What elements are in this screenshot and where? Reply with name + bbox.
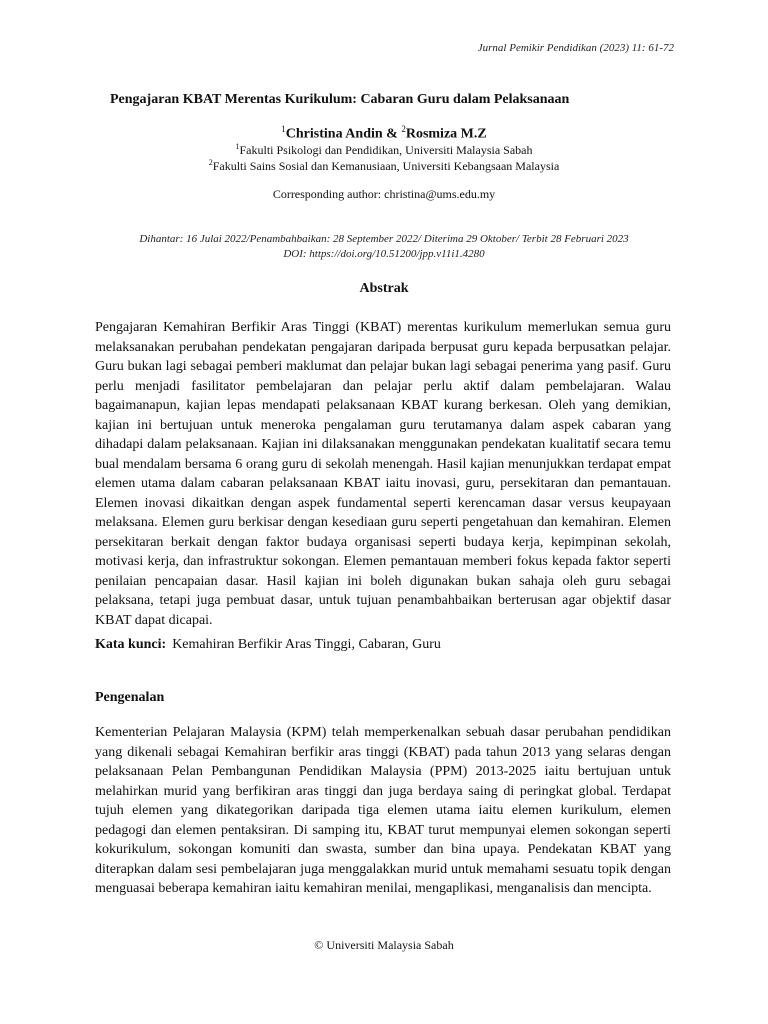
journal-reference: Jurnal Pemikir Pendidikan (2023) 11: 61-72	[477, 42, 674, 54]
affiliation-1-text: Fakulti Psikologi dan Pendidikan, Universiti Malaysia Sabah	[239, 143, 533, 157]
paper-title: Pengajaran KBAT Merentas Kurikulum: Cabaran Guru dalam Pelaksanaan	[110, 92, 570, 107]
affiliation-2	[0, 158, 768, 174]
corresponding-author: Corresponding author: christina@ums.edu.my	[272, 187, 496, 201]
affiliation-2-superscript: 2	[208, 158, 213, 167]
author-2-superscript: 2	[401, 124, 406, 134]
abstract-heading: Abstrak	[359, 281, 409, 296]
doi-link[interactable]: DOI: https://doi.org/10.51200/jpp.v11i1.4280	[283, 248, 485, 260]
author-1-superscript: 1	[281, 124, 286, 134]
introduction-text: Kementerian Pelajaran Malaysia (KPM) telah memperkenalkan sebuah dasar perubahan pendidikan yang dikenali sebagai Kemahiran berfikir aras tinggi (KBAT) pada tahun 2013 yang selaras dengan pelaksanaan Pelan Pembangunan Pendidikan Malaysia (PPM) 2013-2025 iaitu bertujuan untuk melahirkan murid yang berfikiran aras tinggi dan juga berdaya saing di peringkat global. Terdapat tujuh elemen yang dikategorikan daripada tiga elemen utama iaitu elemen kurikulum, elemen pedagogi dan elemen pentaksiran. Di samping itu, KBAT turut mempunyai elemen sokongan seperti kokurikulum, sokongan komuniti dan swasta, sumber dan bina upaya. Pendekatan KBAT yang diterapkan dalam sesi pembelajaran juga menggalakkan murid untuk memahami sesuatu topik dengan menguasai beberapa kemahiran iaitu kemahiran menilai, mengaplikasi, menganalisis dan mencipta.	[95, 725, 671, 896]
section-heading-introduction: Pengenalan	[95, 690, 165, 705]
affiliation-1	[0, 142, 768, 158]
keywords-text: Kemahiran Berfikir Aras Tinggi, Cabaran, Guru	[172, 637, 441, 652]
copyright-footer: © Universiti Malaysia Sabah	[314, 938, 454, 952]
author-2-name: Rosmiza M.Z	[405, 126, 487, 142]
affiliation-1-superscript: 1	[235, 142, 240, 151]
affiliation-2-text: Fakulti Sains Sosial dan Kemanusiaan, Universiti Kebangsaan Malaysia	[212, 159, 560, 173]
keywords-label: Kata kunci:	[95, 637, 167, 652]
author-line	[0, 124, 768, 143]
author-1-name: Christina Andin	[285, 126, 383, 142]
author-separator: &	[382, 126, 402, 142]
submission-dates: Dihantar: 16 Julai 2022/Penambahbaikan: 28 September 2022/ Diterima 29 Oktober/ Terbit 28 Februari 2023	[139, 233, 629, 245]
keywords	[95, 637, 441, 653]
abstract-text: Pengajaran Kemahiran Berfikir Aras Tinggi (KBAT) merentas kurikulum memerlukan semua guru melaksanakan perubahan pendekatan pengajaran daripada berpusat guru kepada berpusatkan pelajar. Guru bukan lagi sebagai pemberi maklumat dan pelajar bukan lagi sebagai penerima yang pasif. Guru perlu menjadi fasilitator pembelajaran dan pelajar perlu aktif dalam pembelajaran. Walau bagaimanapun, kajian lepas mendapati pelaksanaan KBAT kurang berkesan. Oleh yang demikian, kajian ini bertujuan untuk meneroka pengalaman guru terutamanya dalam aspek cabaran yang dihadapi dalam pelaksanaan. Kajian ini dilaksanakan menggunakan pendekatan kualitatif secara temu bual mendalam bersama 6 orang guru di sekolah menengah. Hasil kajian menunjukkan terdapat empat elemen utama dalam cabaran pelaksanaan KBAT iaitu inovasi, guru, persekitaran dan pemantauan. Elemen inovasi dikaitkan dengan aspek fundamental seperti kerencaman dasar versus keupayaan melaksana. Elemen guru berkisar dengan kesediaan guru seperti pengetahuan dan kemahiran. Elemen persekitaran berkait dengan faktor budaya organisasi seperti budaya kerja, kepimpinan sekolah, motivasi kerja, dan infrastruktur sokongan. Elemen pemantauan memberi fokus kepada faktor seperti penilaian pencapaian dasar. Hasil kajian ini boleh digunakan bukan sahaja oleh guru sebagai pelaksana, tetapi juga pembuat dasar, untuk tujuan penambahbaikan berterusan agar objektif dasar KBAT dapat dicapai.	[95, 320, 671, 628]
